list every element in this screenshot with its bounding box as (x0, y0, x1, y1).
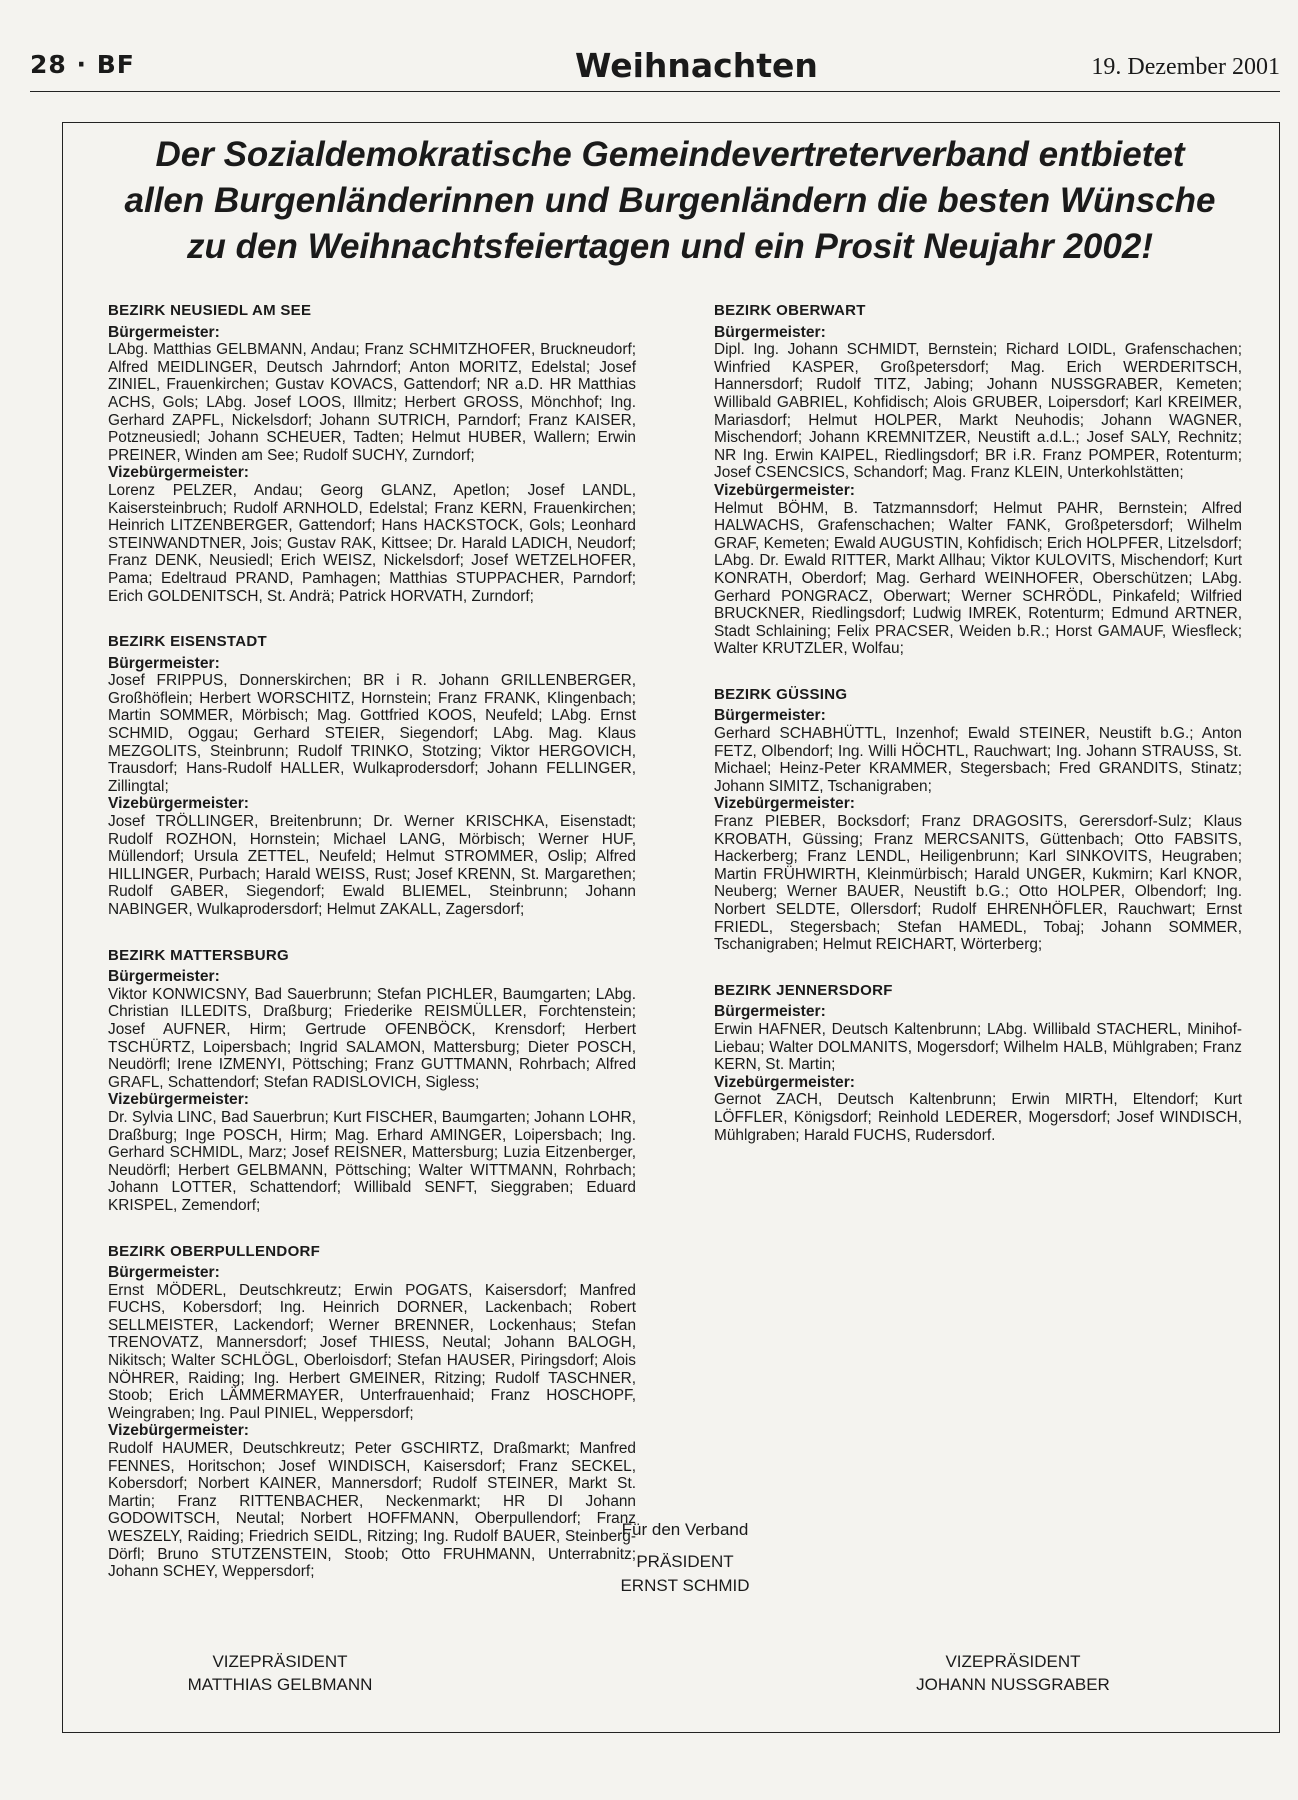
mayor-list: Dipl. Ing. Johann SCHMIDT, Bernstein; Richard LOIDL, Grafenschachen; Winfried KASPER, Großpetersdorf; Mag. Erich WERDERITSCH, Hannersdorf; Rudolf TITZ, Jabing; Johann NUSSGRABER, Kemeten; Willibald GABRIEL, Kohfidisch; Alois GRUBER, Loipersdorf; Karl KREIMER, Mariasdorf; Helmut HOLPER, Markt Neuhodis; Johann WAGNER, Mischendorf; Johann KREMNITZER, Neustift a.d.L.; Josef SALY, Rechnitz; NR Ing. Erwin KAIPEL, Riedlingsdorf; BR i.R. Franz POMPER, Rotenturm; Josef CSENCSICS, Schandorf; Mag. Franz KLEIN, Unterkohlstätten; (714, 341, 1242, 482)
role-label: Vizebürgermeister: (108, 795, 249, 813)
district-heading: BEZIRK OBERPULLENDORF (108, 1242, 321, 1260)
vp-title: VIZEPRÄSIDENT (212, 1652, 348, 1671)
vice-mayor-list: Lorenz PELZER, Andau; Georg GLANZ, Apetlon; Josef LANDL, Kaisersteinbruch; Rudolf ARNHOLD, Edelstal; Franz KERN, Frauenkirchen; Heinrich LITZENBERGER, Gattendorf; Hans HACKSTOCK, Gols; Leonhard STEINWANDTNER, Jois; Gustav RAK, Kittsee; Dr. Harald LADICH, Neudorf; Franz DENK, Neusiedl; Erich WEISZ, Nickelsdorf; Josef WETZELHOFER, Pama; Edeltraud PRAND, Pamhagen; Matthias STUPPACHER, Parndorf; Erich GOLDENITSCH, St. Andrä; Patrick HORVATH, Zurndorf; (108, 481, 636, 605)
president-name: ERNST SCHMID (620, 1576, 750, 1595)
title-line: allen Burgenländerinnen und Burgenländern die besten Wünsche (124, 181, 1216, 220)
district-heading: BEZIRK NEUSIEDL AM SEE (108, 302, 312, 319)
vice-mayor-list: Rudolf HAUMER, Deutschkreutz; Peter GSCHIRTZ, Draßmarkt; Manfred FENNES, Horitschon; Josef WINDISCH, Kaisersdorf; Franz SECKEL, Kobersdorf; Norbert KAINER, Mannersdorf; Rudolf STEINER, Markt St. Martin; Franz RITTENBACHER, Neckenmarkt; HR DI Johann GODOWITSCH, Neutal; Norbert HOFFMANN, Oberpullendorf; Franz WESZELY, Raiding; Friedrich SEIDL, Ritzing; Ing. Rudolf BAUER, Steinberg-Dörfl; Bruno STUTZENSTEIN, Stoob; Otto FRUHMANN, Unterrabnitz; Johann SCHEY, Weppersdorf; (108, 1440, 636, 1581)
vice-mayor-list: Gernot ZACH, Deutsch Kaltenbrunn; Erwin MIRTH, Eltendorf; Kurt LÖFFLER, Königsdorf; Reinhold LEDERER, Mogersdorf; Josef WINDISCH, Mühlgraben; Harald FUCHS, Rudersdorf. (714, 1091, 1242, 1144)
district-heading: BEZIRK MATTERSBURG (108, 946, 289, 964)
vice-mayor-list: Josef TRÖLLINGER, Breitenbrunn; Dr. Werner KRISCHKA, Eisenstadt; Rudolf ROZHON, Hornstein; Michael LANG, Mörbisch; Werner HUF, Müllendorf; Ursula ZETTEL, Neufeld; Helmut STROMMER, Oslip; Alfred HILLINGER, Purbach; Harald WEISS, Rust; Josef KRENN, St. Margarethen; Rudolf GABER, Siegendorf; Ewald BLIEMEL, Steinbrunn; Johann NABINGER, Wulkaprodersdorf; Helmut ZAKALL, Zagersdorf; (108, 813, 636, 918)
title-line: zu den Weihnachtsfeiertagen und ein Prosit Neujahr 2002! (187, 227, 1153, 266)
section-title: Weihnachten (575, 46, 818, 85)
role-label: Bürgermeister: (108, 654, 220, 672)
district-heading: BEZIRK OBERWART (714, 302, 866, 319)
role-label: Vizebürgermeister: (108, 464, 249, 482)
mayor-list: Erwin HAFNER, Deutsch Kaltenbrunn; LAbg. Willibald STACHERL, Minihof-Liebau; Walter DOLMANITS, Mogersdorf; Wilhelm HALB, Mühlgraben; Franz KERN, St. Martin; (714, 1020, 1242, 1074)
closing-line: Für den Verband (621, 1520, 749, 1539)
mayor-list: Gerhard SCHABHÜTTL, Inzenhof; Ewald STEINER, Neustift b.G.; Anton FETZ, Olbendorf; Ing. Willi HÖCHTL, Rauchwart; Ing. Johann STRAUSS, St. Michael; Heinz-Peter KRAMMER, Stegersbach; Fred GRANDITS, Stinatz; Johann SIMITZ, Tschanigraben; (714, 725, 1242, 795)
role-label: Bürgermeister: (108, 1264, 220, 1282)
header-rule (30, 91, 1280, 92)
role-label: Vizebürgermeister: (108, 1422, 249, 1440)
mayor-list: Viktor KONWICSNY, Bad Sauerbrunn; Stefan PICHLER, Baumgarten; LAbg. Christian ILLEDITS, Draßburg; Friederike REISMÜLLER, Forchtenstein; Josef AUFNER, Hirm; Gertrude OFENBÖCK, Krensdorf; Herbert TSCHÜRTZ, Loipersbach; Ingrid SALAMON, Mattersburg; Dieter POSCH, Neudörfl; Irene IZMENYI, Pöttsching; Franz GUTTMANN, Rohrbach; Alfred GRAFL, Schattendorf; Stefan RADISLOVICH, Sigless; (108, 985, 636, 1091)
issue-date: 19. Dezember 2001 (1091, 54, 1280, 80)
district-heading: BEZIRK EISENSTADT (108, 633, 267, 651)
role-label: Bürgermeister: (714, 707, 826, 725)
role-label: Vizebürgermeister: (714, 481, 855, 499)
page-header (30, 46, 1280, 90)
role-label: Vizebürgermeister: (714, 795, 855, 813)
vp-title: VIZEPRÄSIDENT (945, 1652, 1081, 1671)
page-number: 28 · BF (30, 50, 135, 79)
spacer (520, 1542, 850, 1550)
role-label: Bürgermeister: (714, 323, 826, 341)
mayor-list: Ernst MÖDERL, Deutschkreutz; Erwin POGATS, Kaisersdorf; Manfred FUCHS, Kobersdorf; Ing. Heinrich DORNER, Lackenbach; Robert SELLMEISTER, Lackendorf; Werner BRENNER, Lockenhaus; Stefan TRENOVATZ, Mannersdorf; Josef THIESS, Neutal; Johann BALOGH, Nikitsch; Walter SCHLÖGL, Oberloisdorf; Stefan HAUSER, Piringsdorf; Alois NÖHRER, Raiding; Ing. Herbert GMEINER, Ritzing; Rudolf TASCHNER, Stoob; Erich LÄMMERMAYER, Unterfrauenhaid; Franz HOSCHOPF, Weingraben; Ing. Paul PINIEL, Weppersdorf; (108, 1281, 636, 1422)
role-label: Bürgermeister: (108, 968, 220, 986)
role-label: Vizebürgermeister: (108, 1091, 249, 1109)
role-label: Vizebürgermeister: (714, 1073, 855, 1091)
title-line: Der Sozialdemokratische Gemeindevertreterverband entbietet (155, 135, 1185, 174)
district-heading: BEZIRK GÜSSING (714, 685, 848, 703)
role-label: Bürgermeister: (714, 1003, 826, 1021)
announcement-title (80, 132, 1260, 270)
vice-mayor-list: Franz PIEBER, Bocksdorf; Franz DRAGOSITS, Gerersdorf-Sulz; Klaus KROBATH, Güssing; Franz MERCSANITS, Güttenbach; Otto FABSITS, Hackerberg; Franz LENDL, Heiligenbrunn; Karl SINKOVITS, Heugraben; Martin FRÜHWIRTH, Kleinmürbisch; Harald UNGER, Kukmirn; Karl KNOR, Neuberg; Werner BAUER, Neustift b.G.; Otto HOLPER, Olbendorf; Ing. Norbert SELDTE, Ollersdorf; Rudolf EHRENHÖFLER, Rauchwart; Ernst FRIEDL, Stegersbach; Stefan HAMEDL, Tobaj; Johann SOMMER, Tschanigraben; Helmut REICHART, Wörterberg; (714, 813, 1242, 954)
president-title: PRÄSIDENT (636, 1552, 734, 1571)
mayor-list: LAbg. Matthias GELBMANN, Andau; Franz SCHMITZHOFER, Bruckneudorf; Alfred MEIDLINGER, Deutsch Jahrndorf; Anton MORITZ, Edelstal; Josef ZINIEL, Frauenkirchen; Gustav KOVACS, Gattendorf; NR a.D. HR Matthias ACHS, Gols; LAbg. Josef LOOS, Illmitz; Herbert GROSS, Mönchhof; Ing. Gerhard ZAPFL, Nickelsdorf; Johann SUTRICH, Parndorf; Franz KAISER, Potzneusiedl; Johann SCHEUER, Tadten; Helmut HUBER, Wallern; Erwin PREINER, Winden am See; Rudolf SUCHY, Zurndorf; (108, 341, 636, 464)
role-label: Bürgermeister: (108, 323, 220, 341)
district-heading: BEZIRK JENNERSDORF (714, 981, 893, 999)
vice-mayor-list: Dr. Sylvia LINC, Bad Sauerbrun; Kurt FISCHER, Baumgarten; Johann LOHR, Draßburg; Inge POSCH, Hirm; Mag. Erhard AMINGER, Loipersbach; Ing. Gerhard SCHMIDL, Marz; Josef REISNER, Mattersburg; Luzia Eitzenberger, Neudörfl; Herbert GELBMANN, Pöttsching; Walter WITTMANN, Rohrbach; Johann LOTTER, Schattendorf; Willibald SENFT, Sieggraben; Eduard KRISPEL, Zemendorf; (108, 1108, 636, 1214)
mayor-list: Josef FRIPPUS, Donnerskirchen; BR i R. Johann GRILLENBERGER, Großhöflein; Herbert WORSCHITZ, Hornstein; Franz FRANK, Klingenbach; Martin SOMMER, Mörbisch; Mag. Gottfried KOOS, Neufeld; LAbg. Ernst SCHMID, Oggau; Gerhard STEIER, Siegendorf; LAbg. Mag. Klaus MEZGOLITS, Steinbrunn; Rudolf TRINKO, Stotzing; Viktor HERGOVICH, Trausdorf; Hans-Rudolf HALLER, Wulkaprodersdorf; Johann FELLINGER, Zillingtal; (108, 672, 636, 795)
vp-name: JOHANN NUSSGRABER (916, 1675, 1110, 1694)
vice-president-left (120, 1650, 440, 1696)
vice-president-right (853, 1650, 1173, 1696)
vp-name: MATTHIAS GELBMANN (187, 1675, 373, 1694)
signature-block (520, 1518, 850, 1598)
vice-mayor-list: Helmut BÖHM, B. Tatzmannsdorf; Helmut PAHR, Bernstein; Alfred HALWACHS, Grafenschachen; Walter FANK, Großpetersdorf; Wilhelm GRAF, Kemeten; Ewald AUGUSTIN, Kohfidisch; Erich HOLPFER, Litzelsdorf; LAbg. Dr. Ewald RITTER, Markt Allhau; Viktor KULOVITS, Mischendorf; Kurt KONRATH, Oberdorf; Mag. Gerhard WEINHOFER, Oberschützen; LAbg. Gerhard PONGRACZ, Oberwart; Werner SCHRÖDL, Pinkafeld; Wilfried BRUCKNER, Riedlingsdorf; Ludwig IMREK, Rotenturm; Edmund ARTNER, Stadt Schlaining; Felix PRACSER, Weiden b.R.; Horst GAMAUF, Wiesfleck; Walter KRUTZLER, Wolfau; (714, 499, 1242, 658)
left-column (108, 302, 636, 1581)
right-column (714, 302, 1242, 1144)
